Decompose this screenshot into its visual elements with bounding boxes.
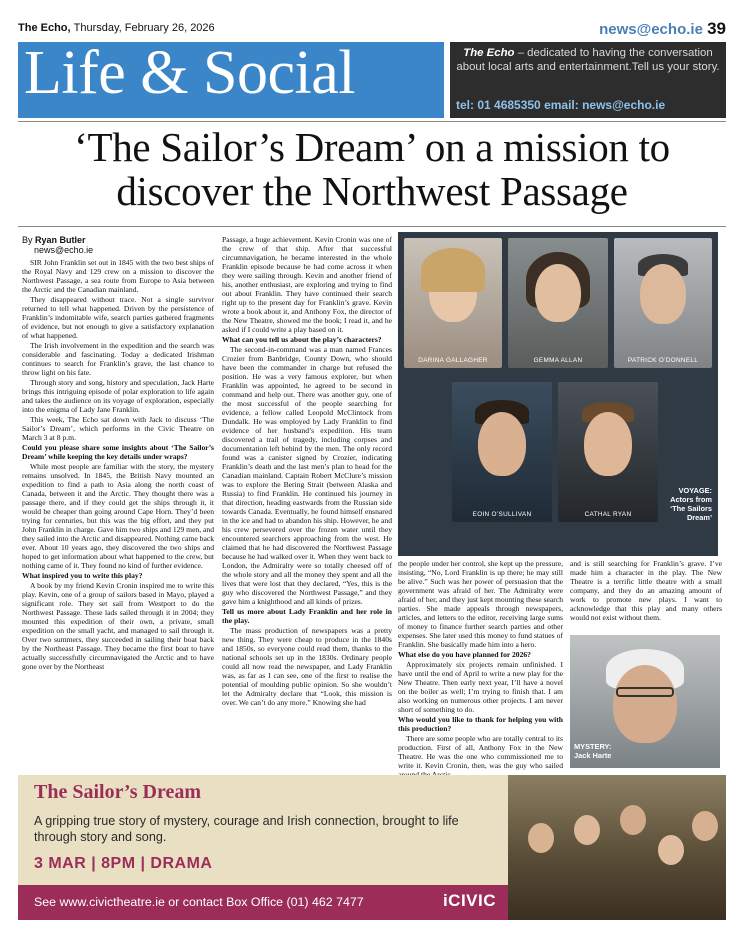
face-shape xyxy=(640,264,686,324)
article-paragraph: A book by my friend Kevin Cronin inspired me to write this play. Kevin, one of a group of sailors based in Mayo, played a significant role. They set sail from Westport to do the Northwest Passage. These lads sailed through it in 2004; they mounted this expedition of their own, a private, small expedition on the small yacht, and managed to sail through it. Over two summers, they succeeded in sailing their boat back by the Northeast Passage. They became the first boat to have actually successfully circumnavigated the Arctic and to have gone over by the Northeast xyxy=(22,581,214,671)
cast-name: GEMMA ALLAN xyxy=(533,357,583,364)
page-number-block xyxy=(599,19,726,39)
article-paragraph: There are some people who are totally central to its production. First of all, Anthony Fox in the New Theatre. He was the one who commissioned me to write it. Kevin Cronin, then, was the guy who sailed xyxy=(398,734,563,770)
article-column-3 xyxy=(398,559,563,769)
author-caption xyxy=(574,742,611,760)
article-paragraph: Through story and song, history and speculation, Jack Harte brings this intriguing episode of polar exploration to life again and takes the audience on its voyage of exploration, especially into the enigma of Lady Jane Franklin. xyxy=(22,378,214,414)
paper-name: The Echo, xyxy=(18,22,71,34)
face-shape xyxy=(535,264,581,322)
face-shape xyxy=(613,665,677,743)
interview-question: Could you please share some insights about ‘The Sailor’s Dream’ while keeping the key details under wraps? xyxy=(22,443,214,461)
interview-question: What else do you have planned for 2026? xyxy=(398,650,531,659)
article-column-2 xyxy=(222,235,392,766)
ad-date-line: 3 MAR | 8PM | DRAMA xyxy=(34,855,213,872)
divider-headline xyxy=(18,226,726,227)
article-column-4 xyxy=(570,559,722,631)
promo-box xyxy=(450,42,726,118)
cast-photo-panel xyxy=(398,232,718,556)
author-caption-label: MYSTERY: xyxy=(574,742,612,751)
interview-question: Who would you like to thank for helping you with this production? xyxy=(398,715,563,733)
face-shape xyxy=(584,412,632,476)
section-title-amp: & xyxy=(140,39,188,107)
section-title-right: Social xyxy=(203,39,355,107)
divider-top xyxy=(18,121,726,122)
face-shape xyxy=(478,412,526,476)
interview-question: What inspired you to write this play? xyxy=(22,571,143,580)
cast-name: PATRICK O’DONNELL xyxy=(627,357,699,364)
promo-text: – dedicated to having the conversation about local arts and entertainment.Tell us your story. xyxy=(456,47,720,73)
cast-name: EOIN O’SULLIVAN xyxy=(472,511,532,518)
ad-cast-image xyxy=(508,775,726,920)
article-paragraph: They disappeared without trace. Not a single survivor returned to tell what happened. Driven by the persistence of Franklin’s indomitable wife, search parties gathered fragments of evidence, but not enough to give a satisfactory explanation of what happened. xyxy=(22,295,214,340)
theatre-advertisement[interactable] xyxy=(18,775,726,920)
issue-date: Thursday, February 26, 2026 xyxy=(73,22,215,34)
section-banner xyxy=(18,39,444,118)
photo-caption-text: Actors from ‘The Sailors Dream’ xyxy=(670,495,712,522)
cast-photo xyxy=(452,382,552,522)
interview-question: What can you tell us about the play’s characters? xyxy=(222,335,382,344)
page-header xyxy=(18,19,726,38)
cast-photo xyxy=(404,238,502,368)
byline-author: Ryan Butler xyxy=(35,235,86,245)
ad-title: The Sailor’s Dream xyxy=(34,781,202,803)
cast-name: CATHAL RYAN xyxy=(584,511,632,518)
ad-contact[interactable]: See www.civictheatre.ie or contact Box Office (01) 462 7477 xyxy=(34,895,364,909)
article-paragraph: While most people are familiar with the story, the mystery remains unsolved. In 1845, the British Navy mounted an expedition to find a path to Asia along the north coast of Canada, between it and the Arctic. They thought there was a passage there, and if they could get the ships through it, it would be cheaper than going around Cape Horn. They’d been trying for centuries, but this was the big effort, and they put John Franklin in charge. Gave him two ships and 129 men, and they sailed into the Arctic and disappeared. Nothing came back ever. About 10 years ago, they discovered the two ships and hoped to get information about what happened to the crew, but nothing came of it. They found no kind of further evidence. xyxy=(22,462,214,570)
promo-text-block xyxy=(456,46,720,74)
site-email[interactable]: news@echo.ie xyxy=(599,21,703,38)
cast-photo xyxy=(508,238,608,368)
interview-question: Tell us more about Lady Franklin and her role in the play. xyxy=(222,607,392,625)
photo-caption-label: VOYAGE: xyxy=(678,486,712,495)
article-paragraph: the people under her control, she kept up the pressure, insisting, “No, Lord Franklin is up there; he may still be alive.” Such was her power of persuasion that the government was afraid of her. The Admiralty were afraid of her, and they just kept mounting these search parties. She made appeals through newspapers, articles, and letters to the editor, receiving large sums of money to finance further search parties and other expenses. She later used this money to fund statues of Franklin. She basically made him into a hero. xyxy=(398,559,563,649)
cast-name: DARINA GALLAGHER xyxy=(418,357,488,364)
article-paragraph: This week, The Echo sat down with Jack to discuss ‘The Sailor’s Dream’, which performs in the Civic Theatre on March 3 at 8 p.m. xyxy=(22,415,214,442)
paper-date-line xyxy=(18,22,215,34)
face-shape xyxy=(692,811,718,841)
article-paragraph: and is still searching for Franklin’s grave. I’ve made him a character in the play. The New Theatre is a terrific little theatre with a small company, and they do an amazing amount of work to promote new plays. I want to acknowledge that this play and many others would not exist without them. xyxy=(570,559,722,622)
page-number: 39 xyxy=(707,19,726,38)
face-shape xyxy=(658,835,684,865)
article-paragraph: The second-in-command was a man named Frances Crozier from Banbridge, County Down, who should have been the commander in charge but refused the position. He was a very famous explorer, but when Franklin was appointed, he agreed to be second in command and help out. There was another guy, one of the most successful of the people searching for evidence, a fellow called Leopold McClintock from Dundalk. He was employed by Lady Franklin to find evidence of her husband’s expedition. His team discovered a trail of tragedy, including corpses and documentation left behind by the men. The only record found was a canister signed by Crozier, indicating Franklin’s death and the last men’s plan to head for the Canadian mainland. Captain Robert McClure’s mission was to explore the Bering Strait (between Alaska and Russia) to find Franklin. He continued his journey in that direction, heading eastwards from the Russian side towards Canada. Eventually, he found himself ensnared in the ice and had to abandon his ship. However, he and his crew persevered over the frozen water until they encountered searchers approaching from the west. He claimed that he had discovered the Northwest Passage because he had walked over it. When they went back to London, the Admiralty were so totally cheesed off of the whole story and all the money they spent and all the lives that were lost that they declared, “Yes, this is the guy who discovered the Northwest Passage,” and they gave him a knighthood and all kinds of prizes. xyxy=(222,345,392,606)
civic-logo: iCIVIC xyxy=(442,891,496,910)
photo-caption xyxy=(656,486,712,522)
author-photo xyxy=(570,635,720,768)
hair-shape xyxy=(421,248,485,292)
face-shape xyxy=(528,823,554,853)
article-paragraph: Approximately six projects remain unfinished. I have until the end of April to write a new play for the New Theatre. Then early next year, I’ll have a novel on the boiler as well; I’m trying to finish that. I am also working on numerous other projects. I am never short of something to do. xyxy=(398,660,563,714)
article-paragraph: The Irish involvement in the expedition and the search was considerable and fascinating. Today a dedicated Irishman continues to search for Franklin’s grave, the last chance to throw light on his fate. xyxy=(22,341,214,377)
ad-contact-strip xyxy=(18,885,508,920)
byline xyxy=(22,235,93,255)
article-headline: ‘The Sailor’s Dream’ on a mission to discover the Northwest Passage xyxy=(74,124,670,214)
face-shape xyxy=(620,805,646,835)
promo-brand: The Echo xyxy=(463,47,515,59)
cast-photo xyxy=(558,382,658,522)
promo-contact[interactable]: tel: 01 4685350 email: news@echo.ie xyxy=(456,98,666,112)
ad-subtitle: A gripping true story of mystery, courage and Irish connection, brought to life through story and song. xyxy=(34,814,459,844)
article-column-1 xyxy=(22,258,214,766)
byline-prefix: By xyxy=(22,235,33,245)
cast-photo xyxy=(614,238,712,368)
section-masthead xyxy=(18,39,726,118)
article-paragraph: The mass production of newspapers was a pretty new thing. They were cheap to produce in the 1840s and 1850s, so everyone could read them, thanks to the national schools set up in the 1830s. Ordinary people could all now read the newspaper, and Lady Franklin was, as far as I can see, one of the first to realise the potential of moulding public opinion. So she wouldn’t let the Admiralty declare that “Look, this mission is over. We can’t do any more.” Knowing she had xyxy=(222,626,392,707)
article-paragraph: SIR John Franklin set out in 1845 with the two best ships of the Royal Navy and 129 crew on a mission to discover the Northwest Passage, a sea route from Europe to Asia between the Arctic and the Canadian mainland. xyxy=(22,258,214,294)
face-shape xyxy=(574,815,600,845)
section-title-left: Life xyxy=(24,39,126,107)
section-title xyxy=(24,38,355,109)
author-caption-name: Jack Harte xyxy=(574,751,612,760)
byline-email[interactable]: news@echo.ie xyxy=(34,245,94,255)
article-paragraph: Passage, a huge achievement. Kevin Cronin was one of the crew of that ship. After that successful circumnavigation, he became interested in the whole Franklin episode because he had come across it when they were sailing through. Kevin and another friend of his, another enthusiast, are exploring and trying to find out about Franklin. They have continued their search right up to the present day for Franklin’s grave. Kevin wrote a book about it, and Anthony Fox, the director of the New Theatre, showed me the book; I read it, and he asked if I could write a play based on it. xyxy=(222,235,392,334)
glasses-icon xyxy=(616,687,674,697)
